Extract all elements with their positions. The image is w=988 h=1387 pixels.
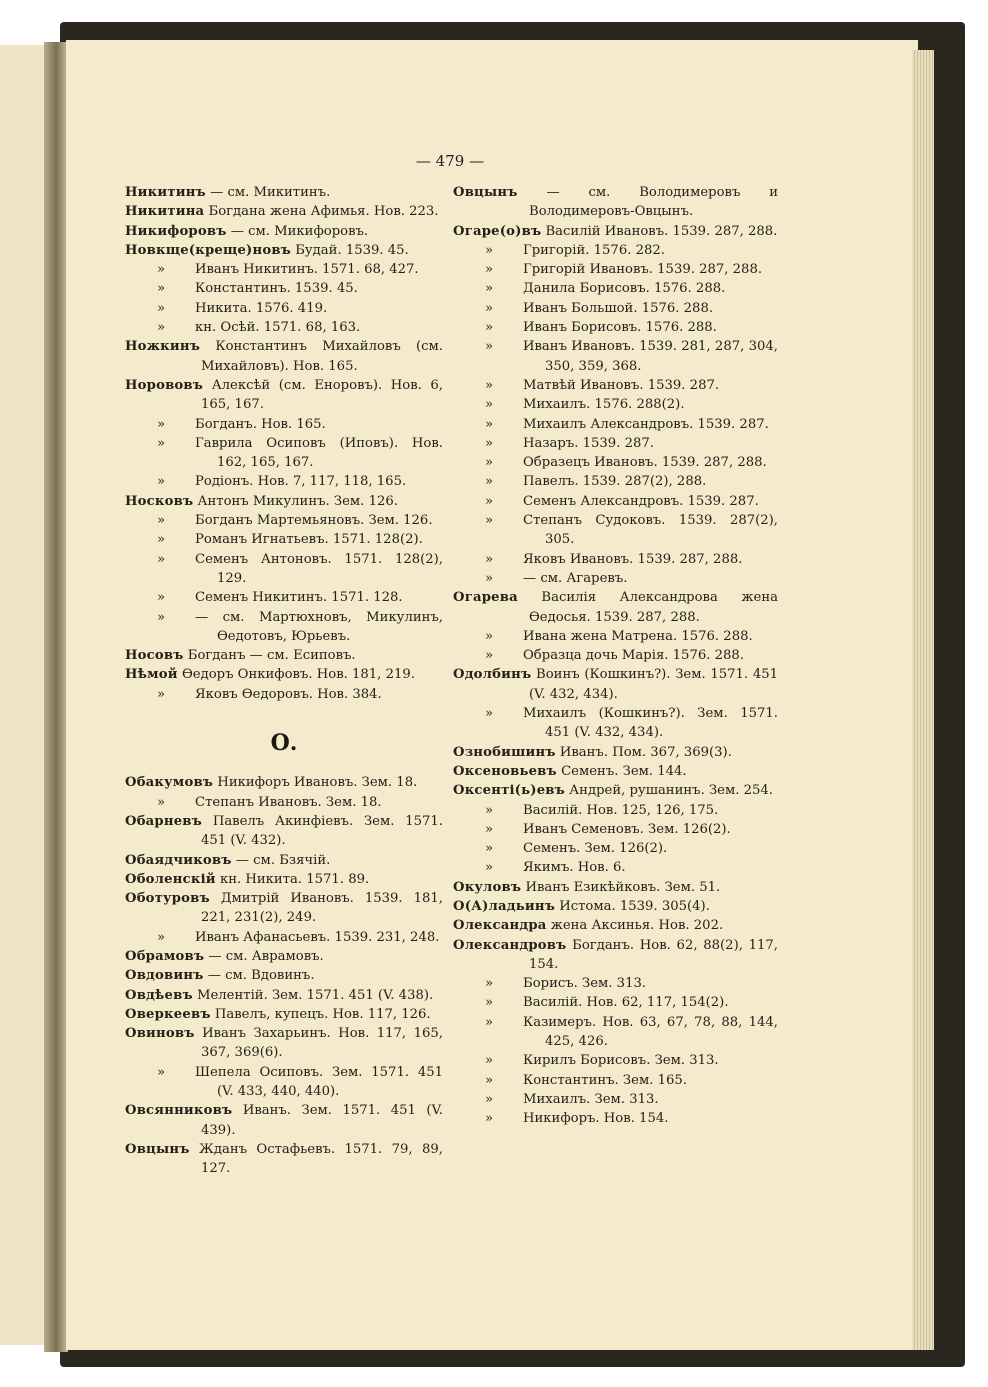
sub-entry-text: Степанъ Судоковъ. 1539. 287(2), 305. bbox=[523, 513, 778, 548]
ditto-mark: » bbox=[485, 377, 494, 393]
sub-entry-text: Богданъ Мартемьяновъ. Зем. 126. bbox=[195, 513, 433, 529]
entry-headword: Окуловъ bbox=[453, 879, 522, 895]
entry-text: жена Аксинья. Нов. 202. bbox=[550, 918, 724, 934]
sub-entry-text: Борисъ. Зем. 313. bbox=[523, 976, 647, 992]
left-column bbox=[125, 183, 443, 1179]
ditto-mark: » bbox=[157, 320, 166, 336]
sub-entry bbox=[453, 299, 778, 318]
entry-text: Истома. 1539. 305(4). bbox=[559, 898, 710, 914]
ditto-mark: » bbox=[485, 416, 494, 432]
sub-entry bbox=[453, 1071, 778, 1090]
sub-entry-text: Образецъ Ивановъ. 1539. 287, 288. bbox=[523, 455, 767, 471]
index-entry bbox=[453, 183, 778, 222]
ditto-mark: » bbox=[485, 513, 494, 529]
sub-entry bbox=[453, 839, 778, 858]
index-entry bbox=[125, 646, 443, 665]
entry-text: кн. Никита. 1571. 89. bbox=[219, 871, 370, 887]
entry-headword: Обакумовъ bbox=[125, 775, 214, 791]
ditto-mark: » bbox=[157, 1064, 166, 1080]
sub-entry-text: Иванъ Ивановъ. 1539. 281, 287, 304, 350, 359, 368. bbox=[523, 339, 778, 374]
index-entry bbox=[125, 241, 443, 260]
ditto-mark: » bbox=[485, 995, 494, 1011]
ditto-mark: » bbox=[485, 281, 494, 297]
index-entry bbox=[125, 870, 443, 889]
ditto-mark: » bbox=[485, 570, 494, 586]
sub-entry bbox=[453, 974, 778, 993]
entry-headword: Обрамовъ bbox=[125, 948, 205, 964]
entry-headword: Обарневъ bbox=[125, 813, 202, 829]
entry-text: Мелентій. Зем. 1571. 451 (V. 438). bbox=[197, 987, 434, 1003]
index-entry bbox=[125, 966, 443, 985]
sub-entry-text: Семенъ Никитинъ. 1571. 128. bbox=[195, 590, 403, 606]
index-entry bbox=[453, 916, 778, 935]
sub-entry-text: Семенъ Антоновъ. 1571. 128(2), 129. bbox=[195, 551, 443, 586]
ditto-mark: » bbox=[157, 551, 166, 567]
entry-headword: Олександровъ bbox=[453, 937, 567, 953]
entry-text: Павелъ Акинфіевъ. Зем. 1571. 451 (V. 432). bbox=[201, 813, 443, 849]
sub-entry-text: Семенъ Александровъ. 1539. 287. bbox=[523, 493, 759, 509]
index-entry bbox=[125, 773, 443, 792]
index-entry bbox=[453, 897, 778, 916]
sub-entry-text: Образца дочь Марія. 1576. 288. bbox=[523, 648, 744, 664]
left-page-edge bbox=[0, 45, 46, 1345]
entry-headword: Оксенті(ь)евъ bbox=[453, 783, 565, 799]
entry-text: — см. Аврамовъ. bbox=[208, 948, 324, 964]
sub-entry bbox=[453, 820, 778, 839]
ditto-mark: » bbox=[157, 590, 166, 606]
index-entry bbox=[453, 781, 778, 800]
ditto-mark: » bbox=[157, 929, 166, 945]
entry-headword: Никитинъ bbox=[125, 185, 206, 200]
entry-headword: Огаре(о)въ bbox=[453, 223, 542, 239]
sub-entry bbox=[453, 318, 778, 337]
ditto-mark: » bbox=[157, 435, 166, 451]
entry-text: Иванъ. Пом. 367, 369(3). bbox=[559, 744, 732, 760]
sub-entry-text: Гаврила Осиповъ (Иповъ). Нов. 162, 165, 167. bbox=[195, 435, 443, 471]
sub-entry bbox=[453, 434, 778, 453]
ditto-mark: » bbox=[485, 821, 494, 837]
sub-entry-text: Степанъ Ивановъ. Зем. 18. bbox=[195, 794, 382, 810]
sub-entry bbox=[125, 260, 443, 279]
sub-entry-text: Никита. 1576. 419. bbox=[195, 300, 328, 316]
sub-entry-text: Ивана жена Матрена. 1576. 288. bbox=[523, 628, 753, 644]
sub-entry bbox=[453, 472, 778, 491]
section-letter: О. bbox=[270, 730, 298, 757]
sub-entry-text: Григорій Ивановъ. 1539. 287, 288. bbox=[523, 262, 763, 278]
sub-entry bbox=[453, 511, 778, 550]
sub-entry-text: Иванъ Борисовъ. 1576. 288. bbox=[523, 320, 717, 336]
sub-entry-text: Иванъ Большой. 1576. 288. bbox=[523, 300, 714, 316]
ditto-mark: » bbox=[485, 860, 494, 876]
sub-entry bbox=[453, 627, 778, 646]
entry-text: Никифоръ Ивановъ. Зем. 18. bbox=[217, 775, 418, 791]
index-entry bbox=[453, 665, 778, 704]
sub-entry-text: Павелъ. 1539. 287(2), 288. bbox=[523, 474, 707, 490]
index-entry bbox=[125, 337, 443, 376]
entry-text: Василія Александрова жена Өедосья. 1539. 287, 288. bbox=[529, 590, 778, 625]
index-entry bbox=[125, 222, 443, 241]
index-entry bbox=[453, 588, 778, 627]
sub-entry-text: Иванъ Семеновъ. Зем. 126(2). bbox=[523, 821, 731, 837]
entry-headword: Носковъ bbox=[125, 493, 194, 509]
sub-entry bbox=[125, 299, 443, 318]
sub-entry bbox=[453, 492, 778, 511]
sub-entry bbox=[125, 550, 443, 589]
entry-text: Иванъ Езикѣйковъ. Зем. 51. bbox=[525, 879, 721, 895]
entry-headword: Никифоровъ bbox=[125, 223, 227, 239]
sub-entry bbox=[453, 646, 778, 665]
sub-entry bbox=[125, 1063, 443, 1102]
entry-headword: Овдѣевъ bbox=[125, 987, 193, 1003]
index-entry bbox=[125, 986, 443, 1005]
ditto-mark: » bbox=[485, 841, 494, 857]
entry-headword: Оверкеевъ bbox=[125, 1006, 211, 1022]
ditto-mark: » bbox=[485, 242, 494, 258]
entry-headword: Овиновъ bbox=[125, 1026, 195, 1042]
ditto-mark: » bbox=[157, 532, 166, 548]
index-entry bbox=[125, 1024, 443, 1063]
page-edges bbox=[912, 50, 934, 1350]
sub-entry bbox=[453, 279, 778, 298]
entry-headword: О(А)ладьинъ bbox=[453, 898, 556, 914]
entry-text: — см. Вдовинъ. bbox=[207, 968, 315, 984]
entry-headword: Норововъ bbox=[125, 377, 204, 393]
sub-entry bbox=[125, 793, 443, 812]
sub-entry bbox=[453, 337, 778, 376]
ditto-mark: » bbox=[485, 455, 494, 471]
index-entry bbox=[125, 889, 443, 928]
sub-entry-text: Михаилъ Александровъ. 1539. 287. bbox=[523, 416, 769, 432]
ditto-mark: » bbox=[485, 262, 494, 278]
sub-entry-text: Данила Борисовъ. 1576. 288. bbox=[523, 281, 726, 297]
sub-entry-text: Никифоръ. Нов. 154. bbox=[523, 1111, 669, 1127]
entry-headword: Оксеновьевъ bbox=[453, 763, 557, 779]
ditto-mark: » bbox=[485, 300, 494, 316]
index-entry bbox=[453, 222, 778, 241]
sub-entry-text: — см. Агаревъ. bbox=[523, 570, 628, 586]
ditto-mark: » bbox=[485, 551, 494, 567]
entry-headword: Ознобишинъ bbox=[453, 744, 556, 760]
sub-entry bbox=[453, 1013, 778, 1052]
sub-entry bbox=[453, 858, 778, 877]
sub-entry bbox=[125, 415, 443, 434]
sub-entry bbox=[125, 928, 443, 947]
sub-entry bbox=[453, 1051, 778, 1070]
ditto-mark: » bbox=[485, 802, 494, 818]
sub-entry bbox=[125, 472, 443, 491]
left-entries-after bbox=[125, 773, 443, 1178]
sub-entry-text: кн. Осѣй. 1571. 68, 163. bbox=[195, 320, 361, 336]
index-entry bbox=[125, 665, 443, 684]
sub-entry-text: — см. Мартюхновъ, Микулинъ, Өедотовъ, Юрьевъ. bbox=[195, 609, 443, 644]
entry-text: Богданъ — см. Есиповъ. bbox=[187, 648, 356, 664]
sub-entry bbox=[125, 318, 443, 337]
sub-entry-text: Родіонъ. Нов. 7, 117, 118, 165. bbox=[195, 474, 407, 490]
ditto-mark: » bbox=[485, 628, 494, 644]
index-entry bbox=[125, 947, 443, 966]
entry-text: Иванъ Захарьинъ. Нов. 117, 165, 367, 369(6). bbox=[201, 1026, 443, 1061]
sub-entry-text: Богданъ. Нов. 165. bbox=[195, 416, 326, 432]
sub-entry bbox=[125, 530, 443, 549]
ditto-mark: » bbox=[157, 474, 166, 490]
ditto-mark: » bbox=[485, 1014, 494, 1030]
entry-headword: Овсянниковъ bbox=[125, 1103, 233, 1119]
entry-headword: Носовъ bbox=[125, 648, 184, 664]
sub-entry-text: Михаилъ (Кошкинъ?). Зем. 1571. 451 (V. 432, 434). bbox=[523, 706, 778, 741]
sub-entry bbox=[453, 453, 778, 472]
entry-headword: Овцынъ bbox=[125, 1141, 190, 1157]
entry-headword: Овцынъ bbox=[453, 185, 518, 200]
sub-entry bbox=[453, 704, 778, 743]
entry-headword: Овдовинъ bbox=[125, 968, 204, 984]
sub-entry bbox=[453, 395, 778, 414]
ditto-mark: » bbox=[157, 262, 166, 278]
entry-headword: Ножкинъ bbox=[125, 339, 201, 355]
sub-entry-text: Григорій. 1576. 282. bbox=[523, 242, 665, 258]
entry-headword: Никитина bbox=[125, 204, 205, 220]
entry-text: — см. Микитинъ. bbox=[210, 185, 331, 200]
index-entry bbox=[453, 878, 778, 897]
right-entries bbox=[453, 183, 778, 1129]
ditto-mark: » bbox=[485, 435, 494, 451]
ditto-mark: » bbox=[157, 609, 166, 625]
ditto-mark: » bbox=[485, 339, 494, 355]
index-entry bbox=[125, 812, 443, 851]
entry-text: Өедоръ Онкифовъ. Нов. 181, 219. bbox=[181, 667, 415, 683]
entry-text: Василій Ивановъ. 1539. 287, 288. bbox=[545, 223, 778, 239]
ditto-mark: » bbox=[157, 794, 166, 810]
index-entry bbox=[125, 1101, 443, 1140]
ditto-mark: » bbox=[157, 300, 166, 316]
sub-entry-text: Яковъ Ивановъ. 1539. 287, 288. bbox=[523, 551, 743, 567]
sub-entry-text: Назаръ. 1539. 287. bbox=[523, 435, 654, 451]
entry-headword: Оболенскій bbox=[125, 871, 216, 887]
entry-headword: Новкще(креще)новъ bbox=[125, 242, 292, 258]
entry-text: — см. Микифоровъ. bbox=[230, 223, 369, 239]
index-entry bbox=[125, 1005, 443, 1024]
index-entry bbox=[125, 376, 443, 415]
sub-entry bbox=[453, 550, 778, 569]
sub-entry bbox=[125, 608, 443, 647]
sub-entry bbox=[453, 1090, 778, 1109]
book-gutter bbox=[44, 42, 68, 1352]
page-number: — 479 — bbox=[415, 152, 485, 170]
entry-text: Павелъ, купецъ. Нов. 117, 126. bbox=[214, 1006, 431, 1022]
entry-headword: Обаядчиковъ bbox=[125, 852, 232, 868]
index-entry bbox=[453, 743, 778, 762]
ditto-mark: » bbox=[157, 416, 166, 432]
entry-text: Богдана жена Афимья. Нов. 223. bbox=[208, 204, 439, 220]
ditto-mark: » bbox=[485, 1111, 494, 1127]
index-entry bbox=[125, 1140, 443, 1179]
ditto-mark: » bbox=[157, 686, 166, 702]
ditto-mark: » bbox=[485, 474, 494, 490]
entry-headword: Оботуровъ bbox=[125, 891, 210, 907]
sub-entry-text: Романъ Игнатьевъ. 1571. 128(2). bbox=[195, 532, 423, 548]
ditto-mark: » bbox=[485, 648, 494, 664]
entry-text: — см. Бзячій. bbox=[235, 852, 331, 868]
sub-entry bbox=[453, 241, 778, 260]
sub-entry bbox=[453, 1109, 778, 1128]
sub-entry-text: Шепела Осиповъ. Зем. 1571. 451 (V. 433, 440, 440). bbox=[195, 1064, 443, 1100]
entry-text: Андрей, рушанинъ. Зем. 254. bbox=[569, 783, 773, 799]
sub-entry bbox=[125, 434, 443, 473]
sub-entry-text: Василій. Нов. 62, 117, 154(2). bbox=[523, 995, 729, 1011]
sub-entry-text: Кирилъ Борисовъ. Зем. 313. bbox=[523, 1053, 719, 1069]
sub-entry bbox=[453, 260, 778, 279]
entry-headword: Нѣмой bbox=[125, 667, 178, 683]
sub-entry-text: Иванъ Афанасьевъ. 1539. 231, 248. bbox=[195, 929, 440, 945]
ditto-mark: » bbox=[485, 976, 494, 992]
right-column bbox=[453, 183, 778, 1129]
entry-text: Алексѣй (см. Еноровъ). Нов. 6, 165, 167. bbox=[201, 377, 443, 413]
ditto-mark: » bbox=[157, 281, 166, 297]
sub-entry-text: Михаилъ. 1576. 288(2). bbox=[523, 397, 685, 413]
entry-text: Семенъ. Зем. 144. bbox=[561, 763, 687, 779]
index-entry bbox=[125, 851, 443, 870]
entry-headword: Огарева bbox=[453, 590, 518, 606]
sub-entry bbox=[125, 279, 443, 298]
entry-text: Богданъ. Нов. 62, 88(2), 117, 154. bbox=[529, 937, 778, 972]
entry-text: Воинъ (Кошкинъ?). Зем. 1571. 451 (V. 432, 434). bbox=[529, 667, 778, 702]
sub-entry bbox=[453, 569, 778, 588]
entry-text: Иванъ. Зем. 1571. 451 (V. 439). bbox=[201, 1103, 443, 1138]
ditto-mark: » bbox=[485, 397, 494, 413]
entry-headword: Олександра bbox=[453, 918, 547, 934]
entry-text: Антонъ Микулинъ. Зем. 126. bbox=[197, 493, 398, 509]
sub-entry-text: Яковъ Өедоровъ. Нов. 384. bbox=[195, 686, 382, 702]
sub-entry bbox=[125, 685, 443, 704]
entry-text: Будай. 1539. 45. bbox=[295, 242, 409, 258]
entry-text: Дмитрій Ивановъ. 1539. 181, 221, 231(2), 249. bbox=[201, 891, 443, 926]
index-entry bbox=[453, 762, 778, 781]
entry-headword: Одолбинъ bbox=[453, 667, 532, 683]
ditto-mark: » bbox=[485, 706, 494, 722]
left-entries-before bbox=[125, 183, 443, 704]
sub-entry bbox=[453, 801, 778, 820]
index-entry bbox=[125, 202, 443, 221]
sub-entry-text: Казимеръ. Нов. 63, 67, 78, 88, 144, 425, 426. bbox=[523, 1014, 778, 1050]
sub-entry bbox=[125, 511, 443, 530]
ditto-mark: » bbox=[485, 320, 494, 336]
ditto-mark: » bbox=[485, 1053, 494, 1069]
sub-entry-text: Якимъ. Нов. 6. bbox=[523, 860, 626, 876]
sub-entry bbox=[453, 993, 778, 1012]
ditto-mark: » bbox=[485, 1072, 494, 1088]
sub-entry-text: Матвѣй Ивановъ. 1539. 287. bbox=[523, 377, 720, 393]
sub-entry bbox=[453, 376, 778, 395]
entry-text: Жданъ Остафьевъ. 1571. 79, 89, 127. bbox=[199, 1141, 443, 1177]
index-entry bbox=[125, 183, 443, 202]
sub-entry bbox=[125, 588, 443, 607]
sub-entry-text: Семенъ. Зем. 126(2). bbox=[523, 841, 668, 857]
ditto-mark: » bbox=[485, 1091, 494, 1107]
index-entry bbox=[453, 936, 778, 975]
sub-entry-text: Иванъ Никитинъ. 1571. 68, 427. bbox=[195, 262, 419, 278]
sub-entry-text: Михаилъ. Зем. 313. bbox=[523, 1091, 659, 1107]
sub-entry-text: Константинъ. Зем. 165. bbox=[523, 1072, 687, 1088]
index-entry bbox=[125, 492, 443, 511]
entry-text: Константинъ Михайловъ (см. Михайловъ). Нов. 165. bbox=[201, 339, 443, 374]
sub-entry-text: Константинъ. 1539. 45. bbox=[195, 281, 358, 297]
entry-text: — см. Володимеровъ и Володимеровъ-Овцынъ. bbox=[529, 185, 778, 220]
sub-entry-text: Василій. Нов. 125, 126, 175. bbox=[523, 802, 719, 818]
ditto-mark: » bbox=[485, 493, 494, 509]
sub-entry bbox=[453, 415, 778, 434]
ditto-mark: » bbox=[157, 513, 166, 529]
